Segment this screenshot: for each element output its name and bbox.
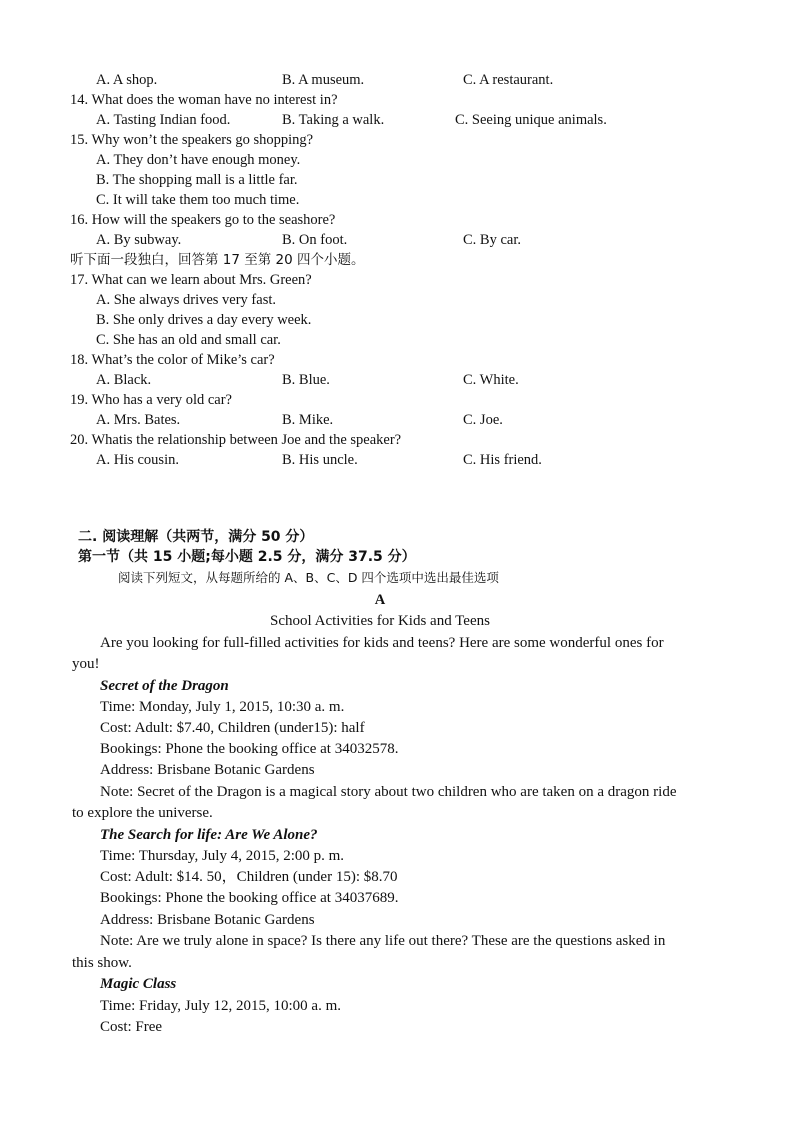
- q19-option-a: A. Mrs. Bates.: [96, 412, 181, 428]
- q18-option-c: C. White.: [463, 372, 519, 388]
- q16-option-b: B. On foot.: [282, 232, 348, 248]
- q14-option-b: B. Taking a walk.: [282, 112, 385, 128]
- activity3-time: Time: Friday, July 12, 2015, 10:00 a. m.: [100, 998, 341, 1014]
- passage-title: School Activities for Kids and Teens: [270, 613, 490, 629]
- reading-instruction: 阅读下列短文，从每题所给的 A、B、C、D 四个选项中选出最佳选项: [118, 570, 499, 585]
- q14-option-a: A. Tasting Indian food.: [96, 112, 231, 128]
- q17-option-c: C. She has an old and small car.: [96, 332, 281, 348]
- activity1-address: Address: Brisbane Botanic Gardens: [100, 762, 315, 778]
- activity2-title: The Search for life: Are We Alone?: [100, 827, 318, 843]
- activity1-title: Secret of the Dragon: [100, 678, 229, 694]
- q16-option-c: C. By car.: [463, 232, 521, 248]
- q15-option-c: C. It will take them too much time.: [96, 192, 300, 208]
- q13-option-a: A. A shop.: [96, 72, 158, 88]
- q18-option-a: A. Black.: [96, 372, 152, 388]
- q13-option-b: B. A museum.: [282, 72, 365, 88]
- q18-option-b: B. Blue.: [282, 372, 330, 388]
- q17-option-a: A. She always drives very fast.: [96, 292, 276, 308]
- activity1-cost: Cost: Adult: $7.40, Children (under15): half: [100, 720, 365, 736]
- q20-stem: 20. Whatis the relationship between Joe and the speaker?: [70, 432, 402, 448]
- activity2-bookings: Bookings: Phone the booking office at 34037689.: [100, 890, 399, 906]
- activity2-note-line-2: this show.: [72, 955, 132, 971]
- activity2-note-line-1: Note: Are we truly alone in space? Is there any life out there? These are the questions asked in: [100, 933, 666, 949]
- activity2-time: Time: Thursday, July 4, 2015, 2:00 p. m.: [100, 848, 345, 864]
- q13-option-c: C. A restaurant.: [463, 72, 554, 88]
- q15-stem: 15. Why won’t the speakers go shopping?: [70, 132, 314, 148]
- q19-stem: 19. Who has a very old car?: [70, 392, 232, 408]
- activity1-time: Time: Monday, July 1, 2015, 10:30 a. m.: [100, 699, 345, 715]
- reading-section-title: 二. 阅读理解（共两节，满分 50 分）: [78, 529, 314, 545]
- q20-option-c: C. His friend.: [463, 452, 542, 468]
- activity3-cost: Cost: Free: [100, 1019, 163, 1035]
- q17-option-b: B. She only drives a day every week.: [96, 312, 312, 328]
- q15-option-a: A. They don’t have enough money.: [96, 152, 301, 168]
- q19-option-b: B. Mike.: [282, 412, 334, 428]
- q16-stem: 16. How will the speakers go to the seashore?: [70, 212, 336, 228]
- intro-line-2: you!: [72, 656, 100, 672]
- q17-stem: 17. What can we learn about Mrs. Green?: [70, 272, 312, 288]
- monologue-instruction: 听下面一段独白，回答第 17 至第 20 四个小题。: [70, 252, 365, 268]
- reading-part-title: 第一节（共 15 小题;每小题 2.5 分，满分 37.5 分）: [78, 549, 416, 565]
- q16-option-a: A. By subway.: [96, 232, 182, 248]
- activity2-cost: Cost: Adult: $14. 50，Children (under 15): $8.70: [100, 869, 398, 885]
- q20-option-b: B. His uncle.: [282, 452, 358, 468]
- q15-option-b: B. The shopping mall is a little far.: [96, 172, 298, 188]
- q14-stem: 14. What does the woman have no interest in?: [70, 92, 338, 108]
- q14-option-c: C. Seeing unique animals.: [455, 112, 607, 128]
- q18-stem: 18. What’s the color of Mike’s car?: [70, 352, 275, 368]
- q20-option-a: A. His cousin.: [96, 452, 179, 468]
- intro-line-1: Are you looking for full-filled activities for kids and teens? Here are some wonderful ones for: [100, 635, 664, 651]
- activity1-note-line-1: Note: Secret of the Dragon is a magical story about two children who are taken on a dragon ride: [100, 784, 677, 800]
- activity2-address: Address: Brisbane Botanic Gardens: [100, 912, 315, 928]
- passage-letter: A: [374, 592, 386, 608]
- q19-option-c: C. Joe.: [463, 412, 503, 428]
- activity3-title: Magic Class: [100, 976, 177, 992]
- activity1-note-line-2: to explore the universe.: [72, 805, 213, 821]
- activity1-bookings: Bookings: Phone the booking office at 34032578.: [100, 741, 399, 757]
